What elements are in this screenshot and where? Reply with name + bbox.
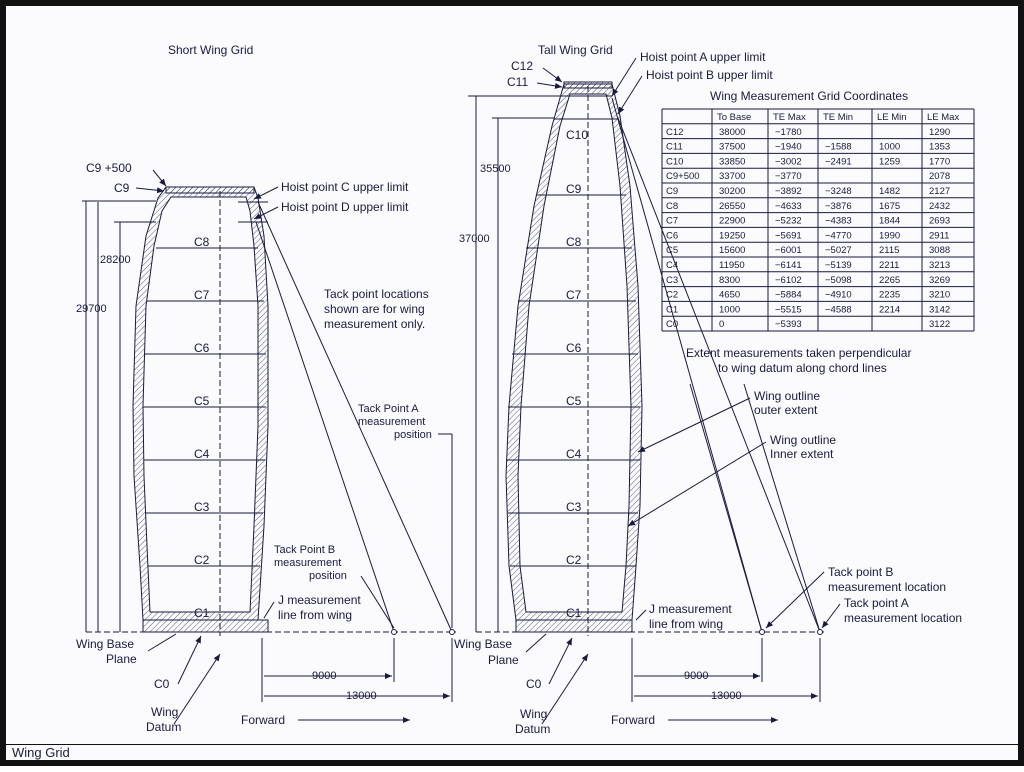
table-cell: 2432 — [929, 200, 951, 212]
table-cell: 1000 — [719, 304, 741, 316]
table-cell: 2115 — [879, 245, 900, 257]
c0-label: C0 — [526, 677, 542, 691]
tack-b-label: position — [309, 570, 347, 582]
table-header: LE Max — [927, 112, 960, 123]
tall-section-label: C3 — [566, 500, 582, 514]
outer-extent-label: Wing outline — [754, 389, 821, 403]
tack-note-line: shown are for wing — [324, 302, 425, 316]
short-wing-grid — [76, 43, 456, 734]
table-cell: 0 — [719, 319, 725, 331]
tall-section-label: C8 — [566, 235, 582, 249]
tack-b-label: measurement — [274, 557, 342, 569]
table-cell: −1780 — [775, 126, 802, 138]
table-cell: 22900 — [719, 215, 746, 227]
dim-9000: 9000 — [312, 670, 337, 682]
short-wing-cap — [166, 187, 254, 193]
short-section-label: C8 — [194, 235, 210, 249]
table-header: TE Min — [823, 112, 854, 123]
table-cell: −4383 — [825, 215, 852, 227]
table-header: TE Max — [773, 112, 806, 123]
table-cell: 1000 — [879, 141, 901, 153]
label-c9: C9 — [114, 181, 130, 195]
tall-section-label: C4 — [566, 447, 582, 461]
table-cell: 4650 — [719, 289, 741, 301]
tall-section-label: C2 — [566, 553, 582, 567]
dim-37000: 37000 — [459, 233, 490, 245]
table-row-label: C4 — [666, 260, 679, 271]
label-c12: C12 — [511, 59, 534, 73]
table-row-label: C1 — [666, 304, 679, 316]
tall-wing-base — [516, 620, 632, 632]
j-line-label: J measurement — [278, 593, 361, 607]
inner-extent-label: Inner extent — [770, 447, 834, 461]
tack-a-label: position — [394, 429, 432, 441]
base-plane-label: Plane — [488, 653, 519, 667]
tall-section-label: C5 — [566, 394, 582, 408]
base-plane-label: Wing Base — [454, 637, 513, 651]
table-cell: −6141 — [775, 260, 802, 271]
short-grid-title: Short Wing Grid — [168, 43, 254, 57]
base-plane-label: Wing Base — [76, 637, 135, 651]
short-section-label: C6 — [194, 341, 210, 355]
tall-section-label: C6 — [566, 341, 582, 355]
table-cell: 26550 — [719, 200, 746, 212]
table-cell: 2214 — [879, 304, 901, 316]
j-line-label: line from wing — [278, 608, 353, 622]
table-cell: 2911 — [929, 230, 950, 242]
table-cell: 30200 — [719, 186, 746, 197]
datum-label: Datum — [146, 720, 182, 734]
table-cell: 15600 — [719, 245, 746, 257]
table-row-label: C9 — [666, 186, 679, 197]
table-cell: −6102 — [775, 274, 802, 286]
tall-section-label: C9 — [566, 182, 582, 196]
short-section-label: C3 — [194, 500, 210, 514]
table-cell: −1588 — [825, 141, 852, 153]
table-cell: 2127 — [929, 186, 951, 197]
outer-extent-label: outer extent — [754, 403, 818, 417]
table-cell: −3248 — [825, 186, 852, 197]
table-cell: 33700 — [719, 171, 746, 183]
table-row-label: C12 — [666, 126, 684, 138]
label-c9-500: C9 +500 — [86, 161, 132, 175]
table-cell: 1290 — [929, 126, 951, 138]
table-cell: 3213 — [929, 260, 951, 271]
table-row-label: C3 — [666, 274, 679, 286]
short-section-label: C7 — [194, 288, 210, 302]
tack-b-location: Tack point B — [828, 565, 894, 579]
table-cell: 1482 — [879, 186, 901, 197]
table-cell: −5098 — [825, 274, 852, 286]
table-cell: 3142 — [929, 304, 951, 316]
table-cell: 1770 — [929, 156, 951, 168]
j-line-label: line from wing — [649, 617, 724, 631]
table-header: LE Min — [877, 112, 907, 123]
table-cell: −5139 — [825, 260, 852, 271]
table-row-label: C8 — [666, 200, 679, 212]
table-row-label: C7 — [666, 215, 679, 227]
table-cell: 2235 — [879, 289, 901, 301]
table-cell: −3892 — [775, 186, 802, 197]
extent-note: to wing datum along chord lines — [718, 361, 887, 375]
table-cell: −3876 — [825, 200, 852, 212]
table-cell: 3088 — [929, 245, 951, 257]
table-cell: −5691 — [775, 230, 802, 242]
dim-35500: 35500 — [480, 163, 511, 175]
tack-a-location: measurement location — [844, 611, 963, 625]
table-cell: 2265 — [879, 274, 901, 286]
table-cell: −5393 — [775, 319, 802, 331]
coordinate-table — [662, 89, 974, 331]
tack-b-label: Tack Point B — [274, 544, 336, 556]
table-row-label: C2 — [666, 289, 679, 301]
hoist-b-label: Hoist point B upper limit — [646, 68, 773, 82]
tack-a-label: measurement — [358, 416, 426, 428]
base-plane-label: Plane — [106, 652, 137, 666]
label-c11: C11 — [507, 75, 529, 89]
short-wing-base — [143, 620, 268, 632]
short-section-label: C5 — [194, 394, 210, 408]
table-cell: 19250 — [719, 230, 746, 242]
short-section-label: C1 — [194, 606, 210, 620]
hoist-d-label: Hoist point D upper limit — [281, 200, 409, 214]
table-cell: 33850 — [719, 156, 746, 168]
table-cell: −1940 — [775, 141, 802, 153]
table-header: To Base — [717, 112, 752, 123]
table-cell: 11950 — [719, 260, 745, 271]
table-cell: 3269 — [929, 274, 951, 286]
table-cell: −2491 — [825, 156, 852, 168]
short-section-label: C4 — [194, 447, 210, 461]
table-cell: 38000 — [719, 126, 746, 138]
table-title: Wing Measurement Grid Coordinates — [710, 89, 909, 103]
tall-grid-title: Tall Wing Grid — [538, 43, 613, 57]
table-cell: −4588 — [825, 304, 852, 316]
table-cell: −5884 — [775, 289, 802, 301]
tall-section-label: C1 — [566, 606, 582, 620]
datum-label: Wing — [151, 705, 179, 719]
short-section-label: C2 — [194, 553, 210, 567]
tack-b-location: measurement location — [828, 580, 947, 594]
table-cell: −5232 — [775, 215, 802, 227]
datum-label: Wing — [520, 707, 548, 721]
dim-9000: 9000 — [684, 670, 709, 682]
table-cell: −5027 — [825, 245, 852, 257]
inner-extent-label: Wing outline — [770, 433, 837, 447]
table-row-label: C0 — [666, 319, 679, 331]
table-row-label: C6 — [666, 230, 679, 242]
table-cell: 1844 — [879, 215, 901, 227]
table-row-label: C9+500 — [666, 171, 700, 183]
table-cell: −4770 — [825, 230, 852, 242]
table-cell: 1259 — [879, 156, 901, 168]
drawing-caption: Wing Grid — [6, 744, 1018, 760]
table-cell: −6001 — [775, 245, 802, 257]
table-cell: −4633 — [775, 200, 802, 212]
extent-note: Extent measurements taken perpendicular — [686, 346, 912, 360]
table-row-label: C10 — [666, 156, 684, 168]
tack-a-label: Tack Point A — [358, 403, 419, 415]
wing-grid-drawing — [6, 6, 1024, 772]
tall-section-label: C10 — [566, 128, 589, 142]
table-cell: 1353 — [929, 141, 951, 153]
table-row-label: C11 — [666, 141, 683, 153]
hoist-a-label: Hoist point A upper limit — [640, 50, 766, 64]
table-cell: 1990 — [879, 230, 901, 242]
j-line-label: J measurement — [649, 602, 732, 616]
c0-label: C0 — [154, 677, 170, 691]
forward-label: Forward — [241, 713, 286, 727]
table-cell: 1675 — [879, 200, 901, 212]
tall-section-label: C7 — [566, 288, 582, 302]
tack-a-location: Tack point A — [844, 596, 909, 610]
dim-13000: 13000 — [711, 690, 742, 702]
table-cell: 37500 — [719, 141, 746, 153]
tack-note-line: measurement only. — [324, 317, 426, 331]
table-cell: 2078 — [929, 171, 951, 183]
forward-label: Forward — [611, 713, 656, 727]
table-cell: −3770 — [775, 171, 802, 183]
dim-29700: 29700 — [76, 303, 107, 315]
table-cell: −5515 — [775, 304, 802, 316]
table-cell: 2211 — [879, 260, 900, 271]
table-cell: 3122 — [929, 319, 951, 331]
table-row-label: C5 — [666, 245, 679, 257]
table-cell: −3002 — [775, 156, 802, 168]
datum-label: Datum — [515, 722, 551, 736]
dim-28200: 28200 — [100, 254, 131, 266]
table-cell: −4910 — [825, 289, 852, 301]
dim-13000: 13000 — [346, 690, 377, 702]
table-cell: 2693 — [929, 215, 951, 227]
table-cell: 8300 — [719, 274, 741, 286]
table-cell: 3210 — [929, 289, 951, 301]
hoist-c-label: Hoist point C upper limit — [281, 180, 409, 194]
tack-note-line: Tack point locations — [324, 287, 429, 301]
